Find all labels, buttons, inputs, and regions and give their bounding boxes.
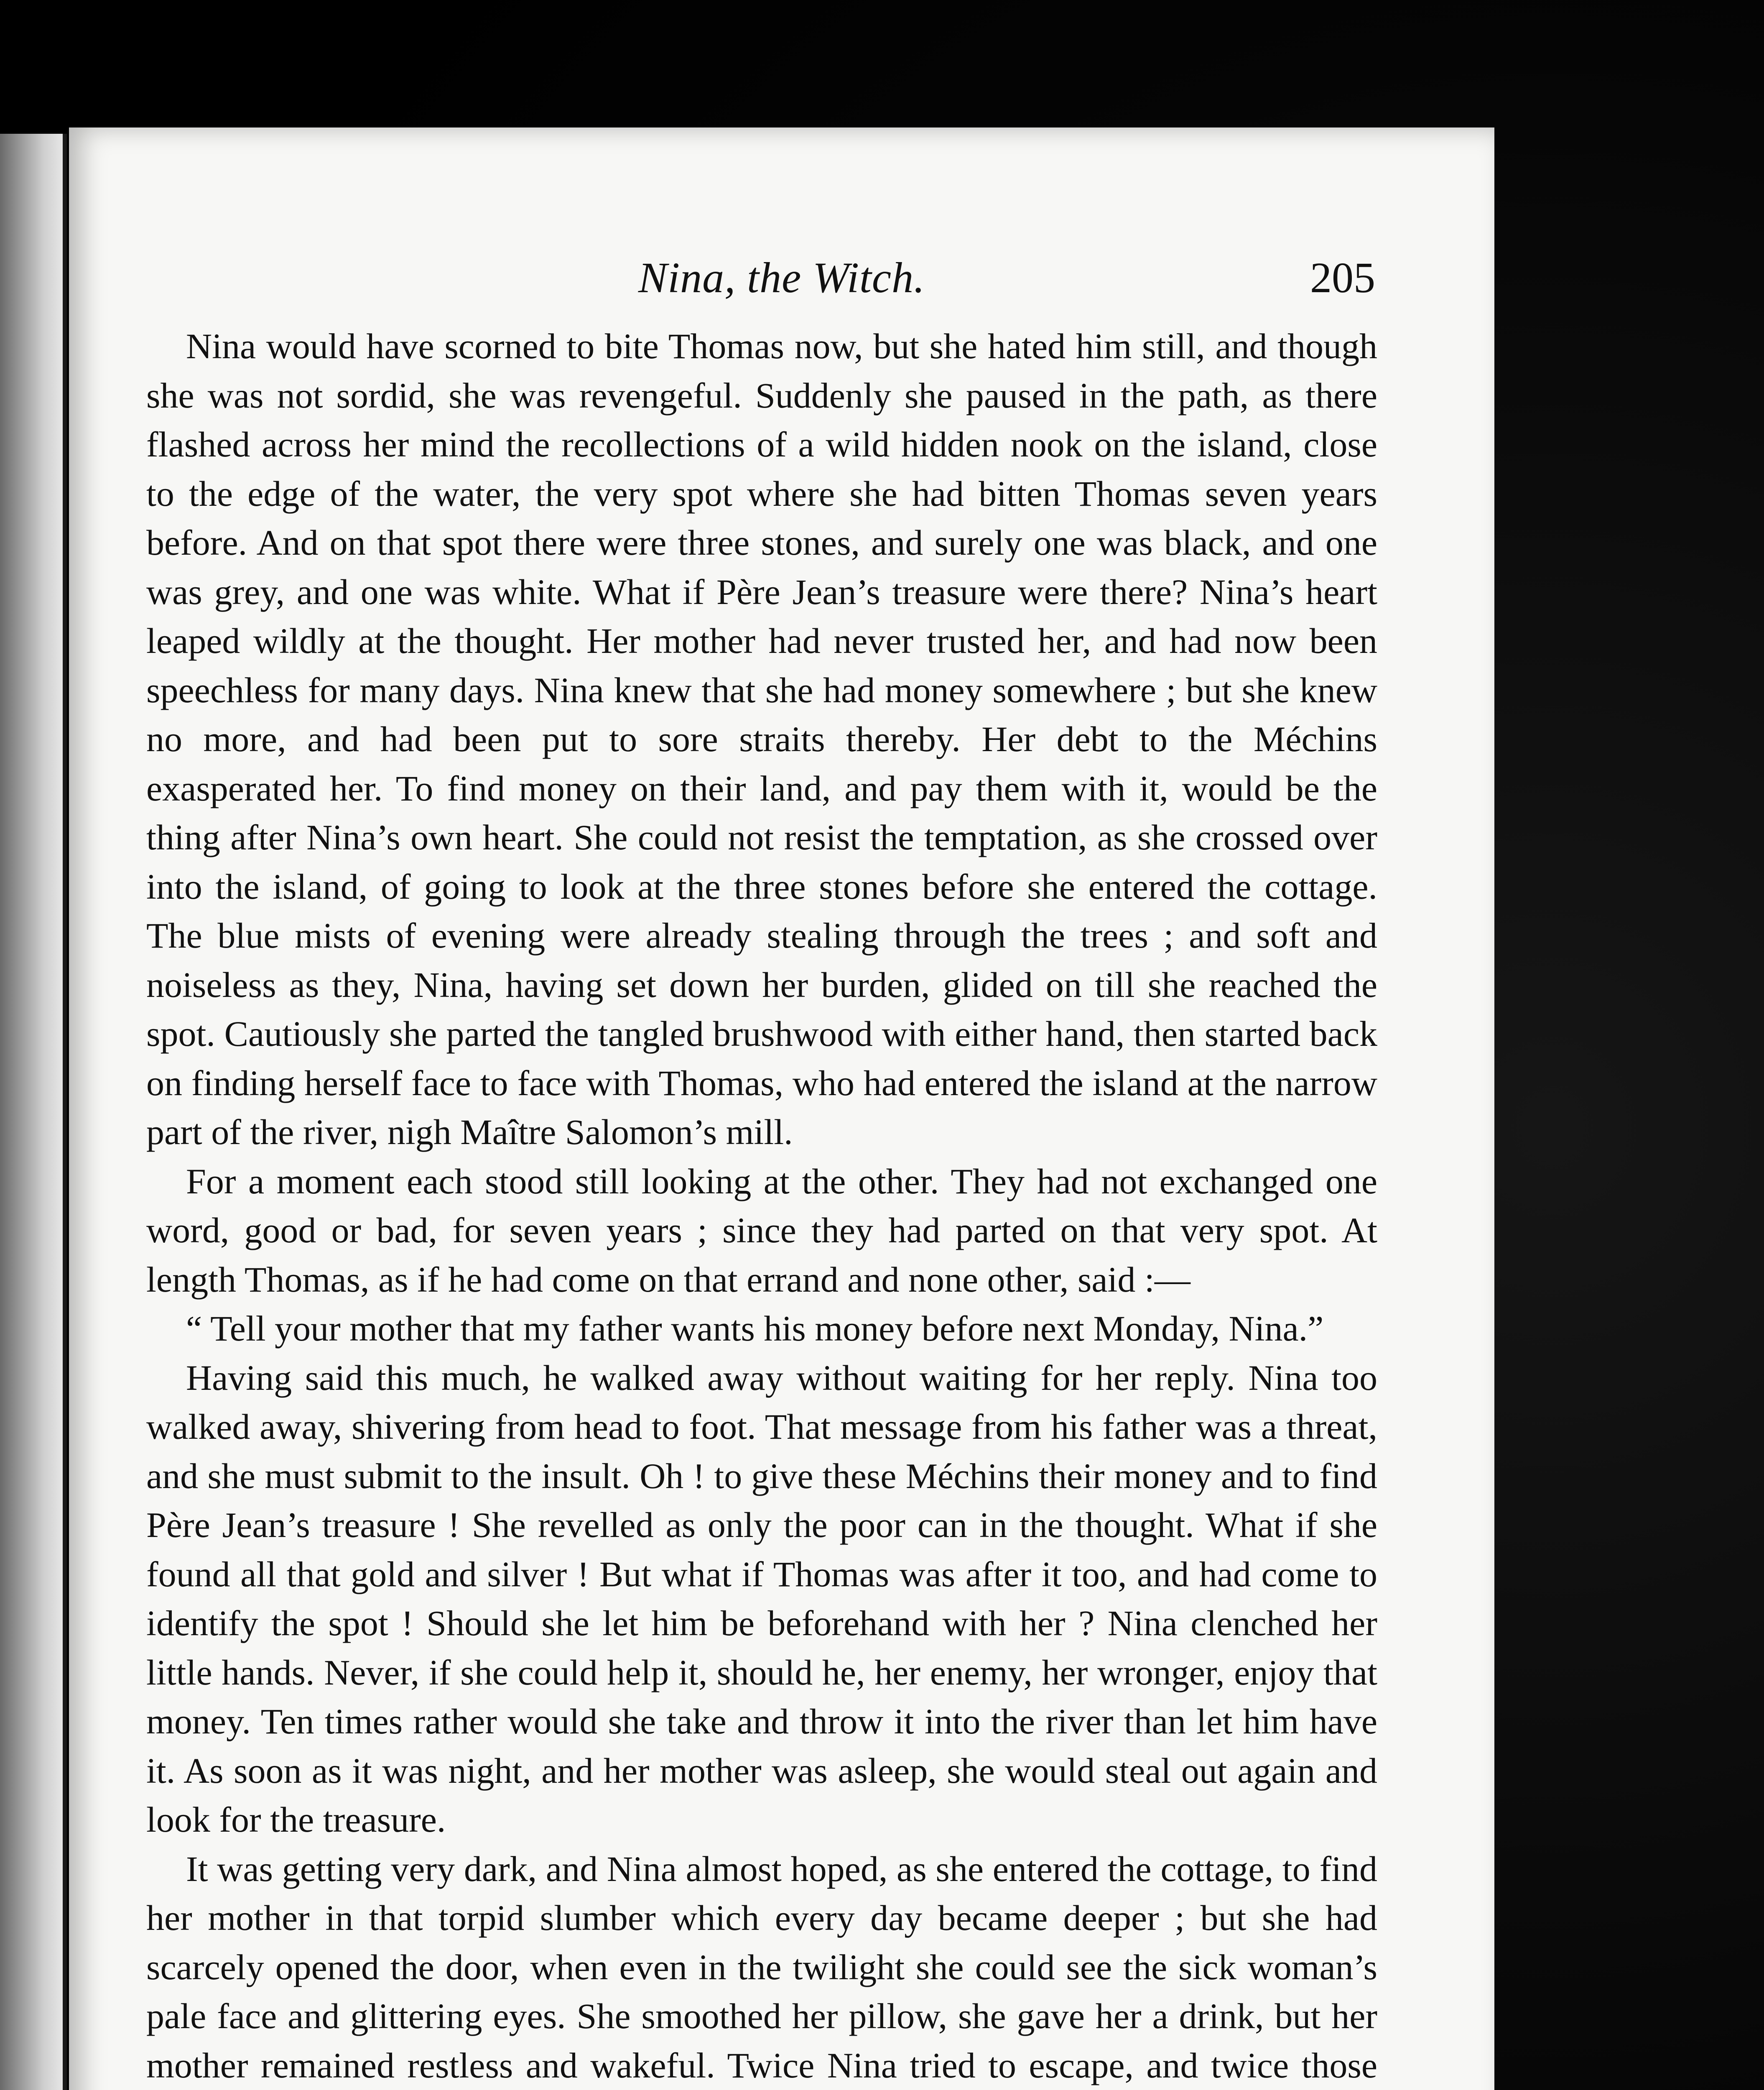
paragraph: Nina would have scorned to bite Thomas now, but she hated him still, and though she was not sordid, she was revengeful. Suddenly she paused in the path, as there flashed across her mind the recollections of a wild hidden nook on the island, close to the edge of the water, the very spot where she had bitten Thomas seven years before. And on that spot there were three stones, and surely one was black, and one was grey, and one was white. What if Père Jean’s treasure were there? Nina’s heart leaped wildly at the thought. Her mother had never trusted her, and had now been speechless for many days. Nina knew that she had money somewhere ; but she knew no more, and had been put to sore straits thereby. Her debt to the Méchins exasperated her. To find money on their land, and pay them with it, would be the thing after Nina’s own heart. She could not resist the temptation, as she crossed over into the island, of going to look at the three stones before she entered the cottage. The blue mists of evening were already stealing through the trees ; and soft and noiseless as they, Nina, having set down her burden, glided on till she reached the spot. Cautiously she parted the tangled brushwood with either hand, then started back on finding herself face to face with Thomas, who had entered the island at the narrow part of the river, nigh Maître Salomon’s mill. bbox=[146, 326, 1377, 1152]
paragraph: It was getting very dark, and Nina almost hoped, as she entered the cottage, to find her mother in that torpid slumber which every day became deeper ; but she had scarcely opened the door, when even in the twilight she could see the sick woman’s pale face and glittering eyes. She smoothed her pillow, she gave her a drink, but her mother remained restless and wakeful. Twice Nina tried to escape, and twice those bbox=[146, 1848, 1377, 2085]
page-number: 205 bbox=[1310, 254, 1375, 302]
running-header bbox=[69, 253, 1494, 311]
running-title: Nina, the Witch. bbox=[638, 254, 925, 302]
paragraph: “ Tell your mother that my father wants his money before next Monday, Nina.” bbox=[186, 1308, 1324, 1348]
paragraph: For a moment each stood still looking at the other. They had not exchanged one word, good or bad, for seven years ; since they had parted on that very spot. At length Thomas, as if he had come on that errand and none other, said :— bbox=[146, 1161, 1377, 1300]
book-page bbox=[69, 127, 1494, 2090]
previous-page-edge bbox=[0, 134, 67, 2090]
paragraph: Having said this much, he walked away without waiting for her reply. Nina too walked away, shivering from head to foot. That message from his father was a threat, and she must submit to the insult. Oh ! to give these Méchins their money and to find Père Jean’s treasure ! She revelled as only the poor can in the thought. What if she found all that gold and silver ! But what if Thomas was after it too, and had come to identify the spot ! Should she let him be beforehand with her ? Nina clenched her little hands. Never, if she could help it, should he, her enemy, her wronger, enjoy that money. Ten times rather would she take and throw it into the river than let him have it. As soon as it was night, and her mother was asleep, she would steal out again and look for the treasure. bbox=[146, 1357, 1377, 1840]
body-text bbox=[146, 322, 1377, 2090]
